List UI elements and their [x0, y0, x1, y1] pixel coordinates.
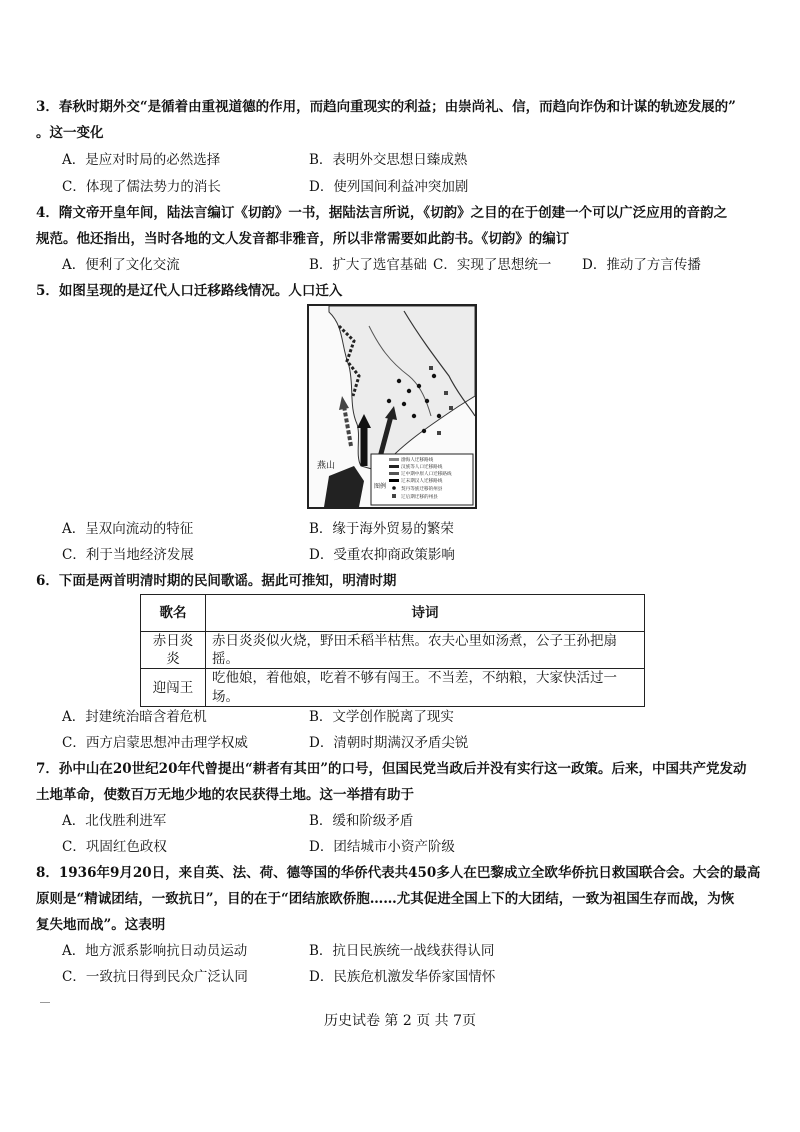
legend-item-3: 辽中期中原人口迁移路线 [401, 472, 452, 477]
legend-item-4: 辽末期汉人迁移路线 [401, 479, 443, 484]
legend-item-1: 渤海人迁移路线 [401, 458, 434, 463]
q3-option-a[interactable]: A．是应对时局的必然选择 [62, 152, 221, 168]
q4-option-b[interactable]: B．扩大了选官基础 [309, 257, 427, 273]
q4-option-c[interactable]: C．实现了思想统一 [433, 257, 552, 273]
q8-stem-line1: 8．1936年9月20日，来自英、法、荷、德等国的华侨代表共450多人在巴黎成立全欧华侨抗日救国联合会。大会的最高 [36, 865, 761, 881]
q8-option-b[interactable]: B．抗日民族统一战线获得认同 [309, 943, 495, 959]
q7-option-d[interactable]: D．团结城市小资产阶级 [309, 839, 455, 855]
q6-stem: 6．下面是两首明清时期的民间歌谣。据此可推知，明清时期 [36, 573, 397, 589]
legend-swatch-5 [392, 486, 396, 490]
legend-item-2: 汉族等人口迁移路线 [401, 465, 443, 470]
map-graphic [309, 306, 475, 507]
q8-option-d[interactable]: D．民族危机激发华侨家国情怀 [309, 969, 496, 985]
table-cell-lyrics: 吃他娘，着他娘，吃着不够有闯王。不当差，不纳粮，大家快活过一场。 [206, 669, 645, 706]
folk-songs-table [140, 594, 645, 707]
table-header-row [141, 595, 645, 632]
legend-item-6: 辽后期迁移的州县 [401, 495, 438, 500]
q3-option-c[interactable]: C．体现了儒法势力的消长 [62, 179, 221, 195]
q7-option-a[interactable]: A．北伐胜利进军 [62, 813, 167, 829]
q4-option-a[interactable]: A．便利了文化交流 [62, 257, 180, 273]
q7-stem-line1: 7．孙中山在20世纪20年代曾提出“耕者有其田”的口号，但国民党当政后并没有实行这一政策。后来，中国共产党发动 [36, 761, 747, 777]
q6-option-d[interactable]: D．清朝时期满汉矛盾尖锐 [309, 735, 469, 751]
table-row [141, 632, 645, 669]
q4-stem-line2: 规范。他还指出，当时各地的文人发音都非雅音，所以非常需要如此韵书。《切韵》的编订 [36, 231, 570, 247]
q7-stem-line2: 土地革命，使数百万无地少地的农民获得土地。这一举措有助于 [36, 787, 414, 803]
page-divider-mark [40, 1002, 50, 1003]
q7-option-c[interactable]: C．巩固红色政权 [62, 839, 167, 855]
q6-option-b[interactable]: B．文学创作脱离了现实 [309, 709, 454, 725]
land-region [329, 306, 475, 471]
q5-option-b[interactable]: B．缘于海外贸易的繁荣 [309, 521, 454, 537]
table-header-song: 歌名 [141, 595, 206, 632]
migration-arrow-3 [344, 406, 351, 446]
legend-swatch-4 [389, 479, 399, 482]
q3-option-d[interactable]: D．使列国间利益冲突加剧 [309, 179, 469, 195]
q7-option-b[interactable]: B．缓和阶级矛盾 [309, 813, 414, 829]
q8-stem-line2: 原则是“精诚团结，一致抗日”，目的在于“团结旅欧侨胞……尤其促进全国上下的大团结，一致为祖国生存而战，为恢 [36, 891, 735, 907]
table-row [141, 669, 645, 706]
q3-stem-line2: 。这一变化 [36, 125, 104, 141]
q8-option-c[interactable]: C．一致抗日得到民众广泛认同 [62, 969, 248, 985]
q3-option-b[interactable]: B．表明外交思想日臻成熟 [309, 152, 468, 168]
page-footer: 历史试卷 第 2 页 共 7页 [323, 1013, 477, 1029]
legend-swatch-1 [389, 458, 399, 461]
legend-swatch-2 [389, 465, 399, 468]
table-cell-lyrics: 赤日炎炎似火烧，野田禾稻半枯焦。农夫心里如汤煮，公子王孙把扇摇。 [206, 632, 645, 669]
mountain-label: 燕山 [317, 461, 336, 471]
legend-item-5: 契丹等族迁移的州县 [401, 487, 443, 492]
q8-option-a[interactable]: A．地方派系影响抗日动员运动 [62, 943, 248, 959]
q3-stem-line1: 3．春秋时期外交“是循着由重视道德的作用，而趋向重现实的利益；由崇尚礼、信，而趋向诈伪和计谋的轨迹发展的” [36, 99, 736, 115]
table-cell-song: 迎闯王 [141, 669, 206, 706]
q5-stem: 5．如图呈现的是辽代人口迁移路线情况。人口迁入 [36, 283, 343, 299]
dark-region [324, 466, 364, 507]
q5-option-d[interactable]: D．受重农抑商政策影响 [309, 547, 455, 563]
legend-swatch-3 [389, 472, 399, 475]
q8-stem-line3: 复失地而战”。这表明 [36, 917, 166, 933]
q6-option-a[interactable]: A．封建统治暗含着危机 [62, 709, 207, 725]
migration-arrowhead-3 [339, 396, 349, 410]
q4-option-d[interactable]: D．推动了方言传播 [582, 257, 701, 273]
q4-stem-line1: 4．隋文帝开皇年间，陆法言编订《切韵》一书，据陆法言所说，《切韵》之目的在于创建一个可以广泛应用的音韵之 [36, 205, 728, 221]
legend-swatch-6 [392, 494, 396, 498]
table-header-lyrics: 诗词 [206, 595, 645, 632]
liao-migration-map [307, 304, 477, 509]
q5-option-c[interactable]: C．利于当地经济发展 [62, 547, 194, 563]
legend-title: 图例 [374, 483, 387, 490]
q5-option-a[interactable]: A．呈双向流动的特征 [62, 521, 194, 537]
table-cell-song: 赤日炎炎 [141, 632, 206, 669]
q6-option-c[interactable]: C．西方启蒙思想冲击理学权威 [62, 735, 248, 751]
